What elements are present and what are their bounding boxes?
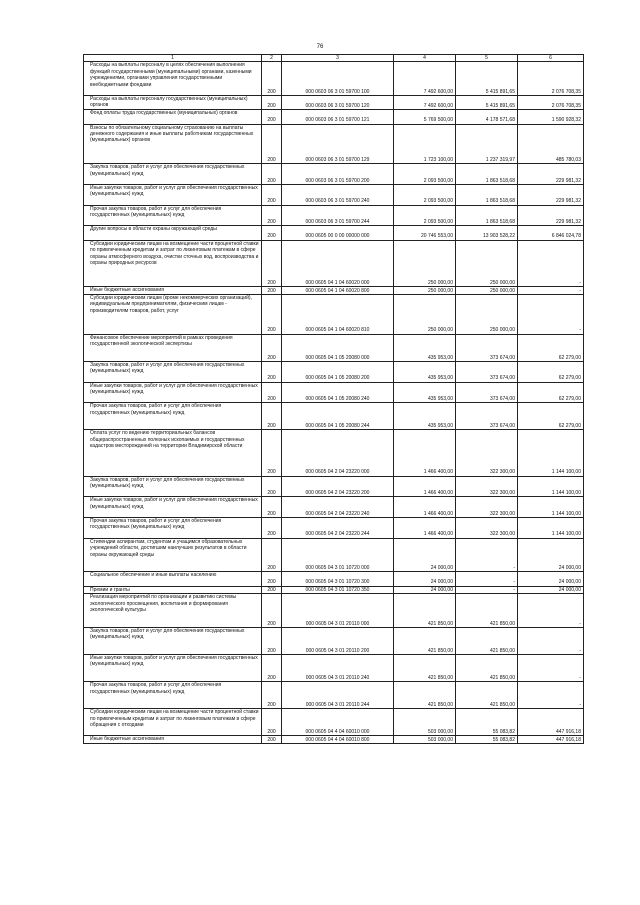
row-executed-cell: 322 300,00 — [456, 430, 518, 476]
row-executed-cell: 373 674,00 — [456, 334, 518, 361]
row-code-cell: 200 — [262, 538, 282, 572]
row-kbk-cell: 000 0605 04 3 01 10720 000 — [282, 538, 394, 572]
table-row — [84, 430, 584, 476]
row-kbk-cell: 000 0603 06 3 01 59700 129 — [282, 124, 394, 164]
row-name-cell: Оплата услуг по ведению территориальных балансов общераспространенных полезных ископаемых и государственных кадастров месторождений на территории Владимирской области — [84, 430, 262, 476]
row-remaining-cell: 62 279,00 — [518, 403, 584, 430]
row-name-cell: Другие вопросы в области охраны окружающей среды — [84, 226, 262, 240]
row-approved-cell: 503 000,00 — [394, 736, 456, 744]
row-remaining-cell: 1 144 100,00 — [518, 518, 584, 539]
row-kbk-cell: 000 0603 06 3 01 59700 240 — [282, 185, 394, 206]
row-name-cell: Иные закупки товаров, работ и услуг для обеспечения государственных (муниципальных) нужд — [84, 185, 262, 206]
row-approved-cell: 1 466 400,00 — [394, 430, 456, 476]
row-executed-cell: 250 000,00 — [456, 240, 518, 286]
table-row — [84, 205, 584, 226]
row-name-cell: Иные закупки товаров, работ и услуг для обеспечения государственных (муниципальных) нужд — [84, 655, 262, 682]
row-remaining-cell: 62 279,00 — [518, 382, 584, 403]
row-remaining-cell: - — [518, 627, 584, 654]
row-approved-cell: 1 466 400,00 — [394, 518, 456, 539]
table-row — [84, 586, 584, 594]
row-approved-cell: 435 953,00 — [394, 382, 456, 403]
header-cell: 4 — [394, 55, 456, 62]
row-approved-cell: 250 000,00 — [394, 294, 456, 334]
row-remaining-cell: 1 590 928,32 — [518, 110, 584, 124]
row-approved-cell: 435 953,00 — [394, 403, 456, 430]
table-row — [84, 382, 584, 403]
table-row — [84, 185, 584, 206]
row-remaining-cell: 62 279,00 — [518, 361, 584, 382]
row-code-cell: 200 — [262, 518, 282, 539]
table-row — [84, 709, 584, 736]
row-kbk-cell: 000 0605 04 2 04 23220 244 — [282, 518, 394, 539]
row-code-cell: 200 — [262, 627, 282, 654]
row-executed-cell: 5 415 891,65 — [456, 62, 518, 96]
row-name-cell: Иные закупки товаров, работ и услуг для обеспечения государственных (муниципальных) нужд — [84, 497, 262, 518]
table-row — [84, 287, 584, 295]
row-name-cell: Реализация мероприятий по организации и развитию системы экологического просвещения, воспитания и формирования экологической культуры — [84, 594, 262, 628]
row-approved-cell: 421 850,00 — [394, 594, 456, 628]
row-remaining-cell: 229 981,32 — [518, 205, 584, 226]
row-code-cell: 200 — [262, 655, 282, 682]
row-approved-cell: 435 953,00 — [394, 361, 456, 382]
row-kbk-cell: 000 0603 06 3 01 59700 200 — [282, 164, 394, 185]
table-row — [84, 95, 584, 109]
row-kbk-cell: 000 0605 04 4 04 60010 800 — [282, 736, 394, 744]
row-code-cell: 200 — [262, 403, 282, 430]
table-row — [84, 62, 584, 96]
table-body — [84, 62, 584, 744]
row-kbk-cell: 000 0603 06 3 01 59700 244 — [282, 205, 394, 226]
table-row — [84, 627, 584, 654]
row-code-cell: 200 — [262, 497, 282, 518]
row-approved-cell: 24 000,00 — [394, 586, 456, 594]
table-row — [84, 655, 584, 682]
budget-table — [83, 54, 584, 744]
row-code-cell: 200 — [262, 95, 282, 109]
row-code-cell: 200 — [262, 294, 282, 334]
row-executed-cell: 13 903 528,22 — [456, 226, 518, 240]
row-name-cell: Закупка товаров, работ и услуг для обеспечения государственных (муниципальных) нужд — [84, 476, 262, 497]
row-code-cell: 200 — [262, 382, 282, 403]
row-name-cell: Социальное обеспечение и иные выплаты населению — [84, 572, 262, 586]
row-kbk-cell: 000 0603 06 3 01 59700 121 — [282, 110, 394, 124]
row-executed-cell: 1 863 518,68 — [456, 185, 518, 206]
table-row — [84, 572, 584, 586]
row-remaining-cell: - — [518, 594, 584, 628]
row-kbk-cell: 000 0605 04 1 05 20080 240 — [282, 382, 394, 403]
row-code-cell: 200 — [262, 110, 282, 124]
row-kbk-cell: 000 0605 04 2 04 23220 000 — [282, 430, 394, 476]
row-code-cell: 200 — [262, 586, 282, 594]
row-executed-cell: 421 850,00 — [456, 627, 518, 654]
row-name-cell: Иные бюджетные ассигнования — [84, 287, 262, 295]
row-kbk-cell: 000 0605 04 3 01 20110 200 — [282, 627, 394, 654]
header-cell: 2 — [262, 55, 282, 62]
row-executed-cell: 1 863 518,68 — [456, 164, 518, 185]
row-name-cell: Прочая закупка товаров, работ и услуг для обеспечения государственных (муниципальных) нужд — [84, 518, 262, 539]
row-code-cell: 200 — [262, 240, 282, 286]
row-kbk-cell: 000 0603 06 3 01 59700 120 — [282, 95, 394, 109]
header-cell: 1 — [84, 55, 262, 62]
row-code-cell: 200 — [262, 476, 282, 497]
row-kbk-cell: 000 0605 04 1 05 20080 200 — [282, 361, 394, 382]
table-row — [84, 476, 584, 497]
row-remaining-cell: 229 981,32 — [518, 164, 584, 185]
table-row — [84, 538, 584, 572]
table-row — [84, 164, 584, 185]
row-kbk-cell: 000 0605 04 3 01 20110 240 — [282, 655, 394, 682]
row-code-cell: 200 — [262, 682, 282, 709]
row-executed-cell: 322 300,00 — [456, 518, 518, 539]
row-code-cell: 200 — [262, 361, 282, 382]
row-code-cell: 200 — [262, 709, 282, 736]
row-remaining-cell: 447 916,18 — [518, 709, 584, 736]
row-approved-cell: 1 466 400,00 — [394, 476, 456, 497]
row-executed-cell: 250 000,00 — [456, 287, 518, 295]
header-cell: 6 — [518, 55, 584, 62]
row-code-cell: 200 — [262, 226, 282, 240]
row-code-cell: 200 — [262, 62, 282, 96]
row-approved-cell: 1 723 100,00 — [394, 124, 456, 164]
row-kbk-cell: 000 0605 04 1 04 60020 000 — [282, 240, 394, 286]
row-kbk-cell: 000 0605 04 3 01 10720 350 — [282, 586, 394, 594]
table-row — [84, 226, 584, 240]
row-approved-cell: 24 000,00 — [394, 538, 456, 572]
row-approved-cell: 421 850,00 — [394, 655, 456, 682]
row-approved-cell: 2 093 500,00 — [394, 185, 456, 206]
header-row — [84, 55, 584, 62]
header-cell: 5 — [456, 55, 518, 62]
row-name-cell: Прочая закупка товаров, работ и услуг для обеспечения государственных (муниципальных) нужд — [84, 403, 262, 430]
row-name-cell: Расходы на выплаты персоналу государственных (муниципальных) органов — [84, 95, 262, 109]
row-approved-cell: 250 000,00 — [394, 287, 456, 295]
row-kbk-cell: 000 0605 04 1 04 60020 810 — [282, 294, 394, 334]
row-executed-cell: 1 863 518,68 — [456, 205, 518, 226]
row-code-cell: 200 — [262, 185, 282, 206]
row-executed-cell: 373 674,00 — [456, 403, 518, 430]
row-remaining-cell: - — [518, 655, 584, 682]
row-name-cell: Субсидии юридическим лицам на возмещение части процентной ставки по привлеченным кредитам и затрат по лизинговым платежам в сфере обращения с отходами — [84, 709, 262, 736]
row-name-cell: Фонд оплаты труда государственных (муниципальных) органов — [84, 110, 262, 124]
row-code-cell: 200 — [262, 594, 282, 628]
row-executed-cell: - — [456, 586, 518, 594]
row-executed-cell: 421 850,00 — [456, 682, 518, 709]
table-row — [84, 497, 584, 518]
row-code-cell: 200 — [262, 205, 282, 226]
row-approved-cell: 2 093 500,00 — [394, 205, 456, 226]
row-remaining-cell: 1 144 100,00 — [518, 430, 584, 476]
table-row — [84, 294, 584, 334]
row-executed-cell: 1 237 319,97 — [456, 124, 518, 164]
row-executed-cell: 55 083,82 — [456, 709, 518, 736]
row-approved-cell: 250 000,00 — [394, 240, 456, 286]
row-kbk-cell: 000 0605 04 2 04 23220 240 — [282, 497, 394, 518]
row-approved-cell: 421 850,00 — [394, 627, 456, 654]
table-row — [84, 736, 584, 744]
row-remaining-cell: 62 279,00 — [518, 334, 584, 361]
row-kbk-cell: 000 0605 04 3 01 20110 000 — [282, 594, 394, 628]
row-kbk-cell: 000 0605 04 1 05 20080 000 — [282, 334, 394, 361]
row-executed-cell: 421 850,00 — [456, 594, 518, 628]
row-remaining-cell: - — [518, 240, 584, 286]
row-kbk-cell: 000 0605 00 0 00 00000 000 — [282, 226, 394, 240]
row-remaining-cell: 485 780,03 — [518, 124, 584, 164]
row-approved-cell: 421 850,00 — [394, 682, 456, 709]
row-executed-cell: 373 674,00 — [456, 361, 518, 382]
row-remaining-cell: 447 916,18 — [518, 736, 584, 744]
row-kbk-cell: 000 0605 04 4 04 60010 000 — [282, 709, 394, 736]
row-approved-cell: 7 492 600,00 — [394, 62, 456, 96]
row-kbk-cell: 000 0605 04 1 04 60020 800 — [282, 287, 394, 295]
row-name-cell: Расходы на выплаты персоналу в целях обеспечения выполнения функций государственными (муниципальными) органами, казенными учреждениями, органами управления государственными внебюджетными фондами — [84, 62, 262, 96]
row-name-cell: Закупка товаров, работ и услуг для обеспечения государственных (муниципальных) нужд — [84, 627, 262, 654]
row-approved-cell: 503 000,00 — [394, 709, 456, 736]
row-approved-cell: 1 466 400,00 — [394, 497, 456, 518]
row-kbk-cell: 000 0605 04 3 01 10720 300 — [282, 572, 394, 586]
row-executed-cell: 373 674,00 — [456, 382, 518, 403]
row-remaining-cell: 24 000,00 — [518, 538, 584, 572]
row-name-cell: Прочая закупка товаров, работ и услуг для обеспечения государственных (муниципальных) нужд — [84, 205, 262, 226]
table-row — [84, 403, 584, 430]
row-executed-cell: 421 850,00 — [456, 655, 518, 682]
row-kbk-cell: 000 0605 04 3 01 20110 244 — [282, 682, 394, 709]
row-name-cell: Финансовое обеспечение мероприятий в рамках проведения государственной экологической экспертизы — [84, 334, 262, 361]
row-approved-cell: 24 000,00 — [394, 572, 456, 586]
row-remaining-cell: - — [518, 294, 584, 334]
row-remaining-cell: 1 144 100,00 — [518, 497, 584, 518]
row-name-cell: Субсидии юридическим лицам на возмещение части процентной ставки по привлеченным кредитам и затрат по лизинговым платежам в сфере охраны атмосферного воздуха, очистки сточных вод, воспроизводства и охраны природных ресурсов — [84, 240, 262, 286]
row-code-cell: 200 — [262, 430, 282, 476]
table-row — [84, 334, 584, 361]
row-remaining-cell: 6 846 024,78 — [518, 226, 584, 240]
row-approved-cell: 435 953,00 — [394, 334, 456, 361]
row-remaining-cell: 24 000,00 — [518, 586, 584, 594]
table-row — [84, 240, 584, 286]
row-executed-cell: 4 178 571,68 — [456, 110, 518, 124]
row-name-cell: Субсидии юридическим лицам (кроме некоммерческих организаций), индивидуальным предпринимателям, физическим лицам - производителям товаров, работ, услуг — [84, 294, 262, 334]
table-row — [84, 518, 584, 539]
row-executed-cell: 322 300,00 — [456, 497, 518, 518]
table-row — [84, 682, 584, 709]
row-executed-cell: 250 000,00 — [456, 294, 518, 334]
row-approved-cell: 7 492 600,00 — [394, 95, 456, 109]
row-kbk-cell: 000 0605 04 1 05 20080 244 — [282, 403, 394, 430]
row-code-cell: 200 — [262, 736, 282, 744]
row-name-cell: Иные бюджетные ассигнования — [84, 736, 262, 744]
row-name-cell: Премии и гранты — [84, 586, 262, 594]
row-code-cell: 200 — [262, 164, 282, 185]
table-row — [84, 594, 584, 628]
row-name-cell: Иные закупки товаров, работ и услуг для обеспечения государственных (муниципальных) нужд — [84, 382, 262, 403]
table-row — [84, 124, 584, 164]
row-approved-cell: 20 746 553,00 — [394, 226, 456, 240]
row-approved-cell: 5 769 500,00 — [394, 110, 456, 124]
row-code-cell: 200 — [262, 287, 282, 295]
row-remaining-cell: 229 981,32 — [518, 185, 584, 206]
row-name-cell: Закупка товаров, работ и услуг для обеспечения государственных (муниципальных) нужд — [84, 164, 262, 185]
row-kbk-cell: 000 0603 06 3 01 59700 100 — [282, 62, 394, 96]
row-remaining-cell: 1 144 100,00 — [518, 476, 584, 497]
table-row — [84, 110, 584, 124]
row-name-cell: Взносы по обязательному социальному страхованию на выплаты денежного содержания и иные выплаты работникам государственных (муниципальных) органов — [84, 124, 262, 164]
row-code-cell: 200 — [262, 334, 282, 361]
row-executed-cell: 5 415 891,65 — [456, 95, 518, 109]
row-executed-cell: 322 300,00 — [456, 476, 518, 497]
row-name-cell: Закупка товаров, работ и услуг для обеспечения государственных (муниципальных) нужд — [84, 361, 262, 382]
header-cell: 3 — [282, 55, 394, 62]
row-remaining-cell: 2 076 708,35 — [518, 62, 584, 96]
row-remaining-cell: - — [518, 682, 584, 709]
page-number: 76 — [316, 44, 324, 50]
table-row — [84, 361, 584, 382]
row-name-cell: Прочая закупка товаров, работ и услуг для обеспечения государственных (муниципальных) нужд — [84, 682, 262, 709]
row-code-cell: 200 — [262, 572, 282, 586]
row-name-cell: Стипендии аспирантам, студентам и учащимся образовательных учреждений области, достигшим наилучших результатов в области охраны окружающей среды — [84, 538, 262, 572]
row-executed-cell: 55 083,82 — [456, 736, 518, 744]
row-remaining-cell: 2 076 708,35 — [518, 95, 584, 109]
row-remaining-cell: 24 000,00 — [518, 572, 584, 586]
row-executed-cell: - — [456, 538, 518, 572]
row-remaining-cell: - — [518, 287, 584, 295]
row-kbk-cell: 000 0605 04 2 04 23220 200 — [282, 476, 394, 497]
row-code-cell: 200 — [262, 124, 282, 164]
row-executed-cell: - — [456, 572, 518, 586]
row-approved-cell: 2 093 500,00 — [394, 164, 456, 185]
